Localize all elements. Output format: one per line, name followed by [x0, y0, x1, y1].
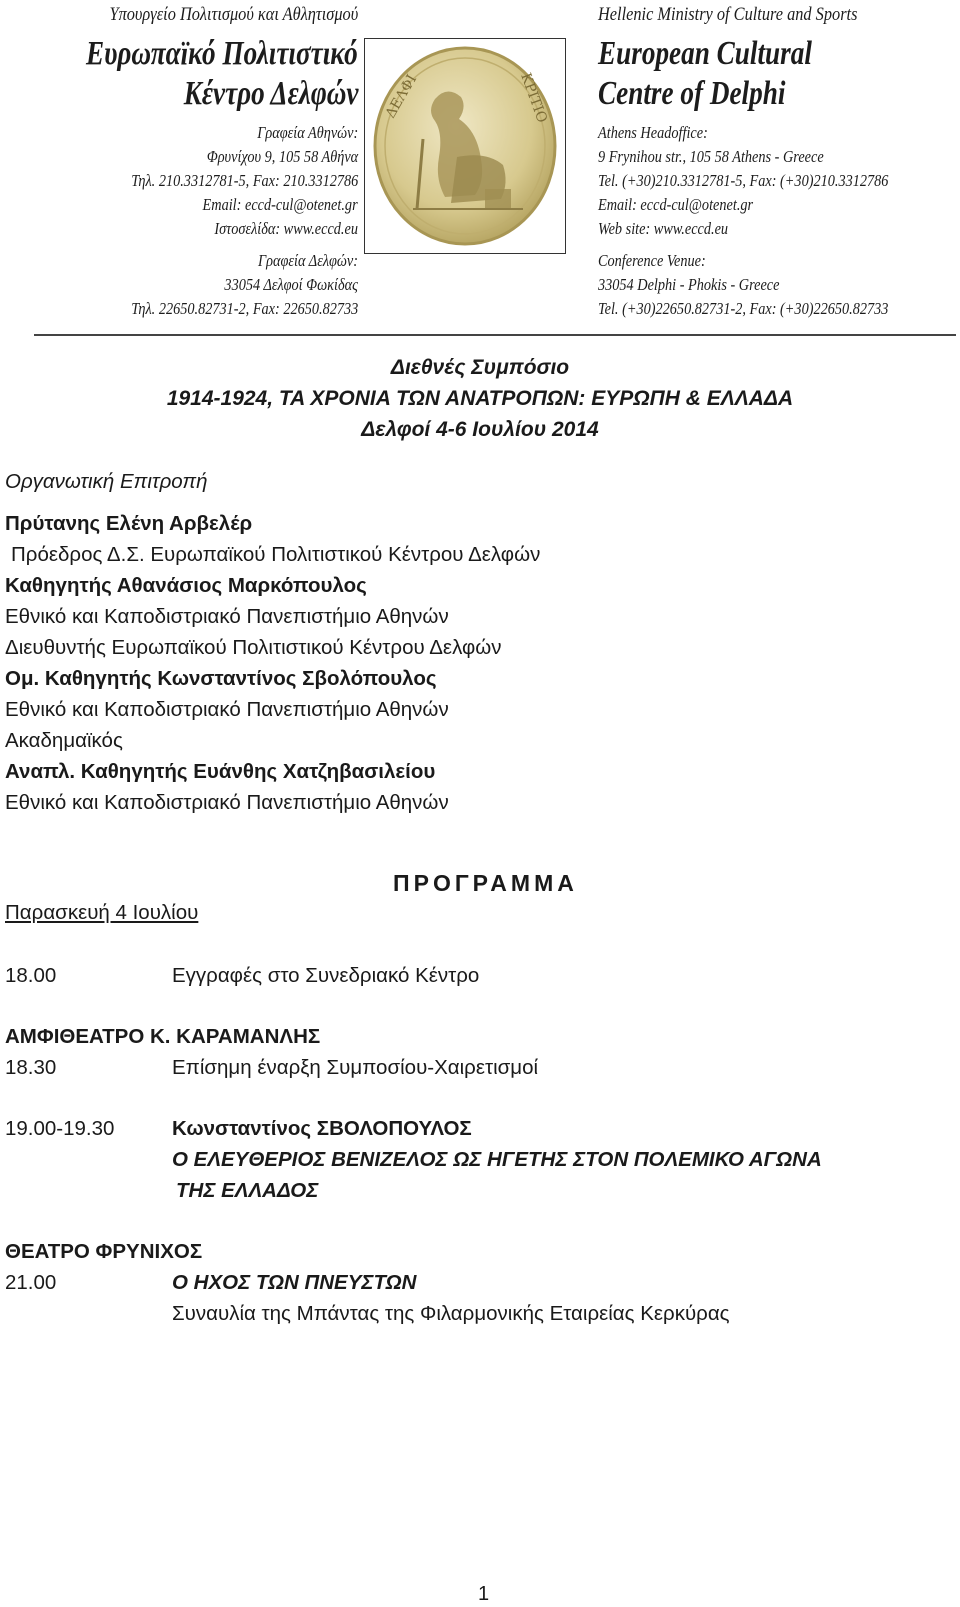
schedule-text: Επίσημη έναρξη Συμποσίου-Χαιρετισμοί	[172, 1056, 539, 1079]
schedule-time: 21.00	[5, 1271, 57, 1294]
delphi-address-greek: 33054 Δελφοί Φωκίδας	[224, 275, 358, 294]
event-title-line1: Διεθνές Συμπόσιο	[390, 356, 570, 379]
athens-office-title-english: Athens Headoffice:	[598, 123, 708, 142]
concert-title: Ο ΗΧΟΣ ΤΩΝ ΠΝΕΥΣΤΩΝ	[172, 1271, 417, 1294]
committee-line: Ακαδημαϊκός	[5, 729, 123, 752]
committee-line: Διευθυντής Ευρωπαϊκού Πολιτιστικού Κέντρου Δελφών	[5, 636, 502, 659]
event-title-line2: 1914-1924, ΤΑ ΧΡΟΝΙΑ ΤΩΝ ΑΝΑΤΡΟΠΩΝ: ΕΥΡΩΠΗ & ΕΛΛΑΔΑ	[166, 387, 794, 410]
venue-heading: ΑΜΦΙΘΕΑΤΡΟ Κ. ΚΑΡΑΜΑΝΛΗΣ	[5, 1025, 321, 1048]
schedule-time: 18.30	[5, 1056, 57, 1079]
committee-line: Εθνικό και Καποδιστριακό Πανεπιστήμιο Αθηνών	[5, 791, 449, 814]
ministry-english: Hellenic Ministry of Culture and Sports	[598, 4, 858, 25]
centre-name-greek-line2: Κέντρο Δελφών	[183, 75, 358, 112]
centre-name-english-line1: European Cultural	[598, 35, 812, 72]
centre-name-greek-line1: Ευρωπαϊκό Πολιτιστικό	[86, 35, 358, 72]
page-number: 1	[478, 1583, 490, 1605]
committee-line: Αναπλ. Καθηγητής Ευάνθης Χατζηβασιλείου	[5, 760, 436, 783]
event-title	[0, 352, 960, 445]
centre-name-english-line2: Centre of Delphi	[598, 75, 786, 112]
committee-line: Καθηγητής Αθανάσιος Μαρκόπουλος	[5, 574, 367, 597]
venue-phone-english: Tel. (+30)22650.82731-2, Fax: (+30)22650.82733	[598, 299, 889, 318]
coin-emblem	[364, 38, 566, 254]
delphi-phone-greek: Τηλ. 22650.82731-2, Fax: 22650.82733	[130, 299, 358, 318]
program-day: Παρασκευή 4 Ιουλίου	[5, 901, 199, 924]
athens-web-greek: Ιστοσελίδα: www.eccd.eu	[214, 219, 358, 238]
program-heading: ΠΡΟΓΡΑΜΜΑ	[393, 870, 578, 896]
committee-line: Εθνικό και Καποδιστριακό Πανεπιστήμιο Αθηνών	[5, 698, 449, 721]
schedule-time: 18.00	[5, 964, 57, 987]
delphi-office-title-greek: Γραφεία Δελφών:	[258, 251, 358, 270]
coin-inscription-left: ΔΕΛΦΙ	[382, 71, 421, 121]
committee-line: Πρόεδρος Δ.Σ. Ευρωπαϊκού Πολιτιστικού Κέντρου Δελφών	[11, 543, 541, 566]
venue-title-english: Conference Venue:	[598, 251, 706, 270]
athens-phone-greek: Τηλ. 210.3312781-5, Fax: 210.3312786	[130, 171, 358, 190]
schedule-text: Συναυλία της Μπάντας της Φιλαρμονικής Εταιρείας Κερκύρας	[172, 1302, 730, 1325]
schedule-time: 19.00-19.30	[5, 1117, 115, 1140]
event-title-line3: Δελφοί 4-6 Ιουλίου 2014	[361, 418, 599, 441]
committee-heading: Οργανωτική Επιτροπή	[5, 470, 208, 493]
athens-phone-english: Tel. (+30)210.3312781-5, Fax: (+30)210.3312786	[598, 171, 889, 190]
athens-address-english: 9 Frynihou str., 105 58 Athens - Greece	[598, 147, 824, 166]
venue-address-english: 33054 Delphi - Phokis - Greece	[598, 275, 780, 294]
coin-inscription-right: ΚΡΙΤΙΟ	[517, 70, 550, 126]
talk-title-line2: ΤΗΣ ΕΛΛΑΔΟΣ	[176, 1179, 319, 1202]
committee-line: Ομ. Καθηγητής Κωνσταντίνος Σβολόπουλος	[5, 667, 437, 690]
speaker-name: Κωνσταντίνος ΣΒΟΛΟΠΟΥΛΟΣ	[172, 1117, 472, 1140]
athens-office-title-greek: Γραφεία Αθηνών:	[257, 123, 358, 142]
athens-email-greek: Email: eccd-cul@otenet.gr	[202, 195, 358, 214]
athens-email-english: Email: eccd-cul@otenet.gr	[598, 195, 754, 214]
coin-image	[365, 39, 565, 253]
committee-line: Πρύτανης Ελένη Αρβελέρ	[5, 512, 253, 535]
athens-web-english: Web site: www.eccd.eu	[598, 219, 729, 238]
schedule-text: Εγγραφές στο Συνεδριακό Κέντρο	[172, 964, 480, 987]
venue-heading: ΘΕΑΤΡΟ ΦΡΥΝΙΧΟΣ	[5, 1240, 203, 1263]
header-divider	[34, 334, 956, 336]
talk-title-line1: Ο ΕΛΕΥΘΕΡΙΟΣ ΒΕΝΙΖΕΛΟΣ ΩΣ ΗΓΕΤΗΣ ΣΤΟΝ ΠΟΛΕΜΙΚΟ ΑΓΩΝΑ	[172, 1148, 822, 1171]
committee-line: Εθνικό και Καποδιστριακό Πανεπιστήμιο Αθηνών	[5, 605, 449, 628]
athens-address-greek: Φρυνίχου 9, 105 58 Αθήνα	[206, 147, 358, 166]
ministry-greek: Υπουργείο Πολιτισμού και Αθλητισμού	[109, 4, 358, 25]
